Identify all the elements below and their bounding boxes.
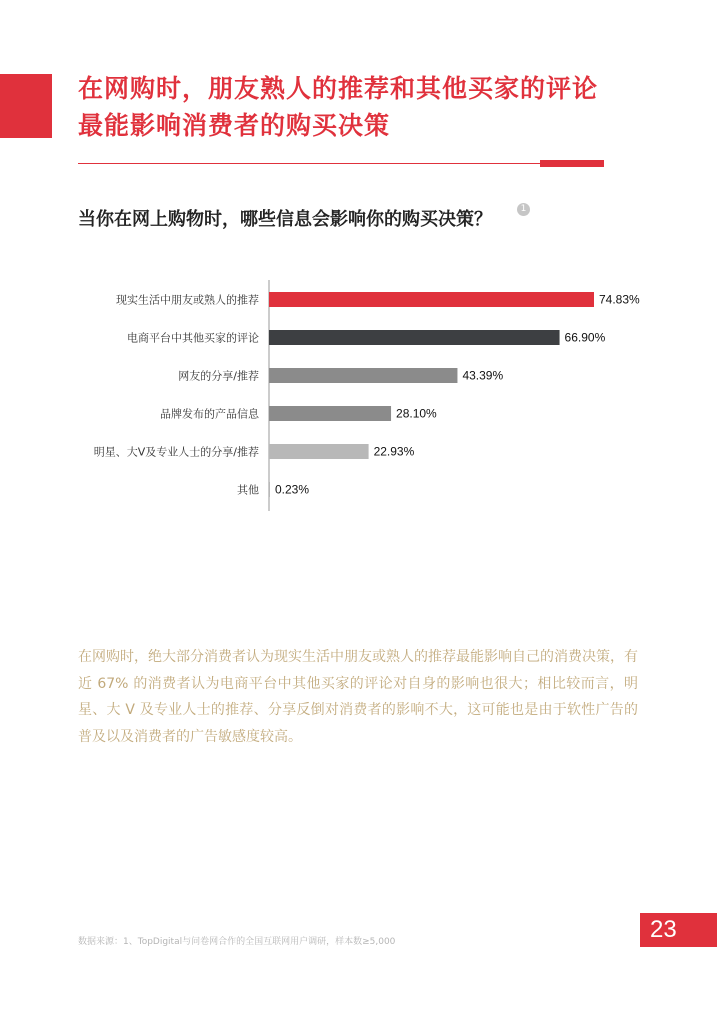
title-divider — [78, 163, 604, 164]
category-label: 现实生活中朋友或熟人的推荐 — [116, 293, 259, 307]
footnote-marker: 1 — [517, 203, 530, 216]
value-label: 43.39% — [462, 368, 504, 383]
value-label: 22.93% — [373, 444, 415, 459]
chart-question: 当你在网上购物时，哪些信息会影响你的购买决策？ — [78, 209, 492, 230]
bar — [269, 444, 369, 459]
data-source-note: 数据来源：1、TopDigital与问卷网合作的全国互联网用户调研，样本数≥5,000 — [78, 937, 396, 947]
side-accent-block — [0, 74, 52, 138]
value-label: 28.10% — [396, 406, 437, 421]
page-title-line-1: 在网购时，朋友熟人的推荐和其他买家的评论 — [78, 74, 599, 103]
bar — [269, 330, 560, 345]
bar — [269, 482, 270, 497]
page-title-line-2: 最能影响消费者的购买决策 — [78, 111, 391, 140]
description-paragraph: 在网购时，绝大部分消费者认为现实生活中朋友或熟人的推荐最能影响自己的消费决策，有近 67% 的消费者认为电商平台中其他买家的评论对自身的影响也很大；相比较而言，明星、大 V 及专业人士的推荐、分享反倒对消费者的影响不大，这可能也是由于软性广告的普及以及消费者的广告敏感度较高。 — [78, 649, 638, 745]
bar-chart — [0, 280, 717, 530]
bar — [269, 292, 594, 307]
title-divider-accent — [540, 160, 604, 167]
page-number: 23 — [640, 913, 717, 947]
bar — [269, 406, 391, 421]
category-label: 品牌发布的产品信息 — [160, 407, 259, 421]
category-label: 其他 — [237, 483, 259, 497]
page-title — [78, 70, 678, 144]
category-label: 网友的分享/推荐 — [178, 369, 259, 383]
category-label: 明星、大V及专业人士的分享/推荐 — [93, 445, 259, 459]
bar — [269, 368, 457, 383]
value-label: 0.23% — [274, 482, 310, 497]
category-label: 电商平台中其他买家的评论 — [127, 331, 259, 345]
value-label: 66.90% — [564, 330, 606, 345]
value-label: 74.83% — [599, 292, 640, 307]
